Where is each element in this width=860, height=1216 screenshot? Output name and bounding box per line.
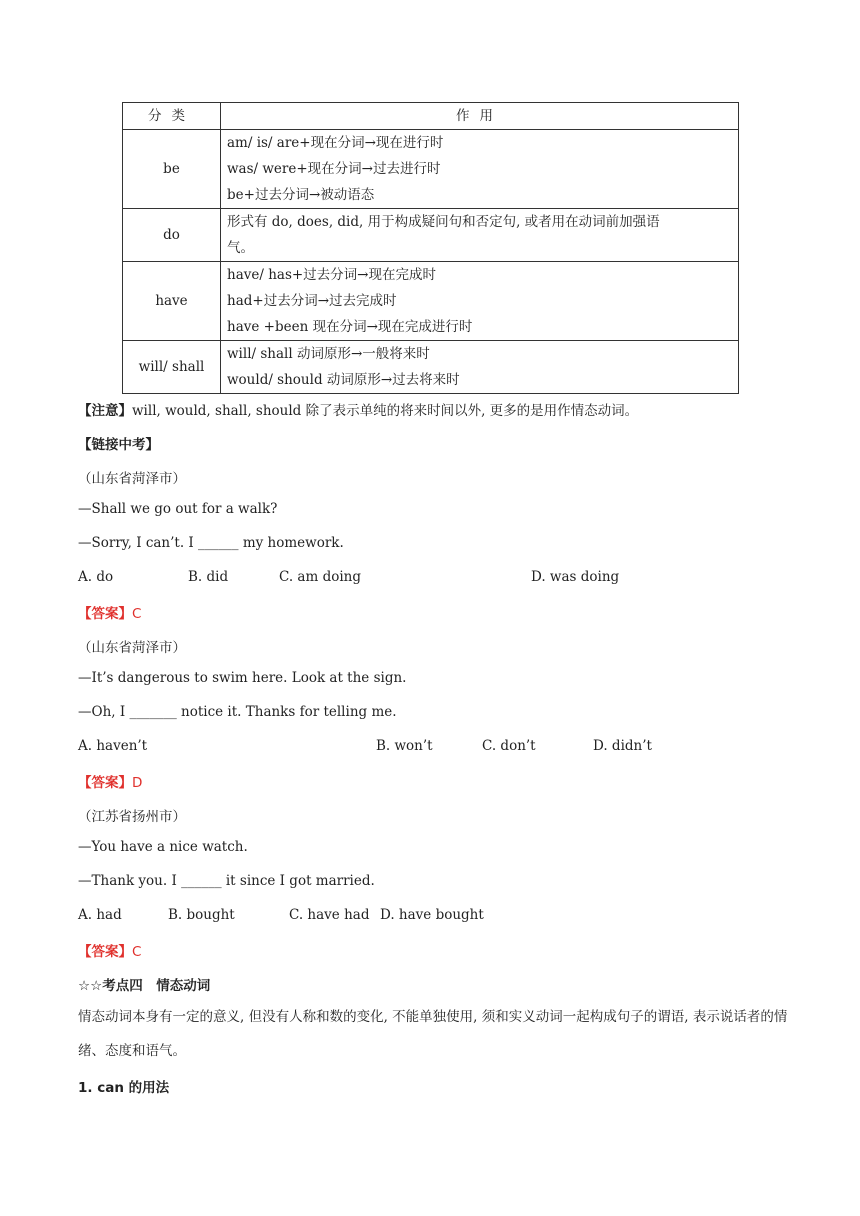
option-a: A. haven’t <box>78 738 148 754</box>
section-link-heading: 【链接中考】 <box>78 437 159 453</box>
table-header-row <box>123 103 739 130</box>
row-category: have <box>123 262 221 341</box>
question-source: （江苏省扬州市） <box>78 809 186 825</box>
header-usage: 作用 <box>221 103 739 130</box>
answer-line <box>78 940 141 960</box>
usage-line: have/ has+过去分词→现在完成时 <box>227 267 436 283</box>
usage-line: was/ were+现在分词→过去进行时 <box>227 161 441 177</box>
row-usage <box>221 341 739 394</box>
option-d: D. was doing <box>531 569 620 585</box>
section4-paragraph: 情态动词本身有一定的意义, 但没有人称和数的变化, 不能单独使用, 须和实义动词一起构成句子的谓语, 表示说话者的情绪、态度和语气。 <box>78 1009 788 1059</box>
usage-line: had+过去分词→过去完成时 <box>227 293 397 309</box>
question-line: —Sorry, I can’t. I ______ my homework. <box>78 535 344 551</box>
auxiliary-verb-table <box>122 102 739 394</box>
option-d: D. didn’t <box>593 738 652 754</box>
usage-line: will/ shall 动词原形→一般将来时 <box>227 346 430 362</box>
row-usage <box>221 130 739 209</box>
table-row <box>123 262 739 341</box>
option-b: B. did <box>188 569 229 585</box>
answer-value: D <box>132 775 143 791</box>
answer-line <box>78 771 142 791</box>
row-category: will/ shall <box>123 341 221 394</box>
answer-value: C <box>132 606 142 622</box>
option-a: A. had <box>78 907 122 923</box>
option-b: B. won’t <box>376 738 433 754</box>
usage-line: 形式有 do, does, did, 用于构成疑问句和否定句, 或者用在动词前加强语 <box>227 214 660 230</box>
table-row <box>123 209 739 262</box>
option-c: C. have had <box>289 907 370 923</box>
question-source: （山东省菏泽市） <box>78 471 186 487</box>
answer-label: 【答案】 <box>78 944 132 960</box>
answer-line <box>78 602 141 622</box>
section4-subtitle: 1. can 的用法 <box>78 1080 170 1096</box>
option-c: C. am doing <box>279 569 361 585</box>
usage-line: 气。 <box>227 240 254 256</box>
question-source: （山东省菏泽市） <box>78 640 186 656</box>
usage-line: am/ is/ are+现在分词→现在进行时 <box>227 135 444 151</box>
question-line: —Thank you. I ______ it since I got married. <box>78 873 375 889</box>
option-b: B. bought <box>168 907 235 923</box>
answer-label: 【答案】 <box>78 775 132 791</box>
answer-value: C <box>132 944 142 960</box>
usage-line: have +been 现在分词→现在完成进行时 <box>227 319 473 335</box>
row-category: be <box>123 130 221 209</box>
question-line: —Oh, I _______ notice it. Thanks for telling me. <box>78 704 397 720</box>
note-text: will, would, shall, should 除了表示单纯的将来时间以外, 更多的是用作情态动词。 <box>132 403 639 419</box>
usage-line: be+过去分词→被动语态 <box>227 187 375 203</box>
header-category: 分类 <box>123 103 221 130</box>
note-label: 【注意】 <box>78 403 132 419</box>
question-line: —It’s dangerous to swim here. Look at the sign. <box>78 670 407 686</box>
row-category: do <box>123 209 221 262</box>
table-row <box>123 341 739 394</box>
row-usage <box>221 209 739 262</box>
usage-line: would/ should 动词原形→过去将来时 <box>227 372 460 388</box>
option-a: A. do <box>78 569 114 585</box>
answer-label: 【答案】 <box>78 606 132 622</box>
option-c: C. don’t <box>482 738 536 754</box>
table-row <box>123 130 739 209</box>
row-usage <box>221 262 739 341</box>
question-line: —You have a nice watch. <box>78 839 248 855</box>
option-d: D. have bought <box>380 907 484 923</box>
note-paragraph <box>78 399 638 419</box>
question-line: —Shall we go out for a walk? <box>78 501 278 517</box>
section4-title: ☆☆考点四 情态动词 <box>78 978 211 994</box>
